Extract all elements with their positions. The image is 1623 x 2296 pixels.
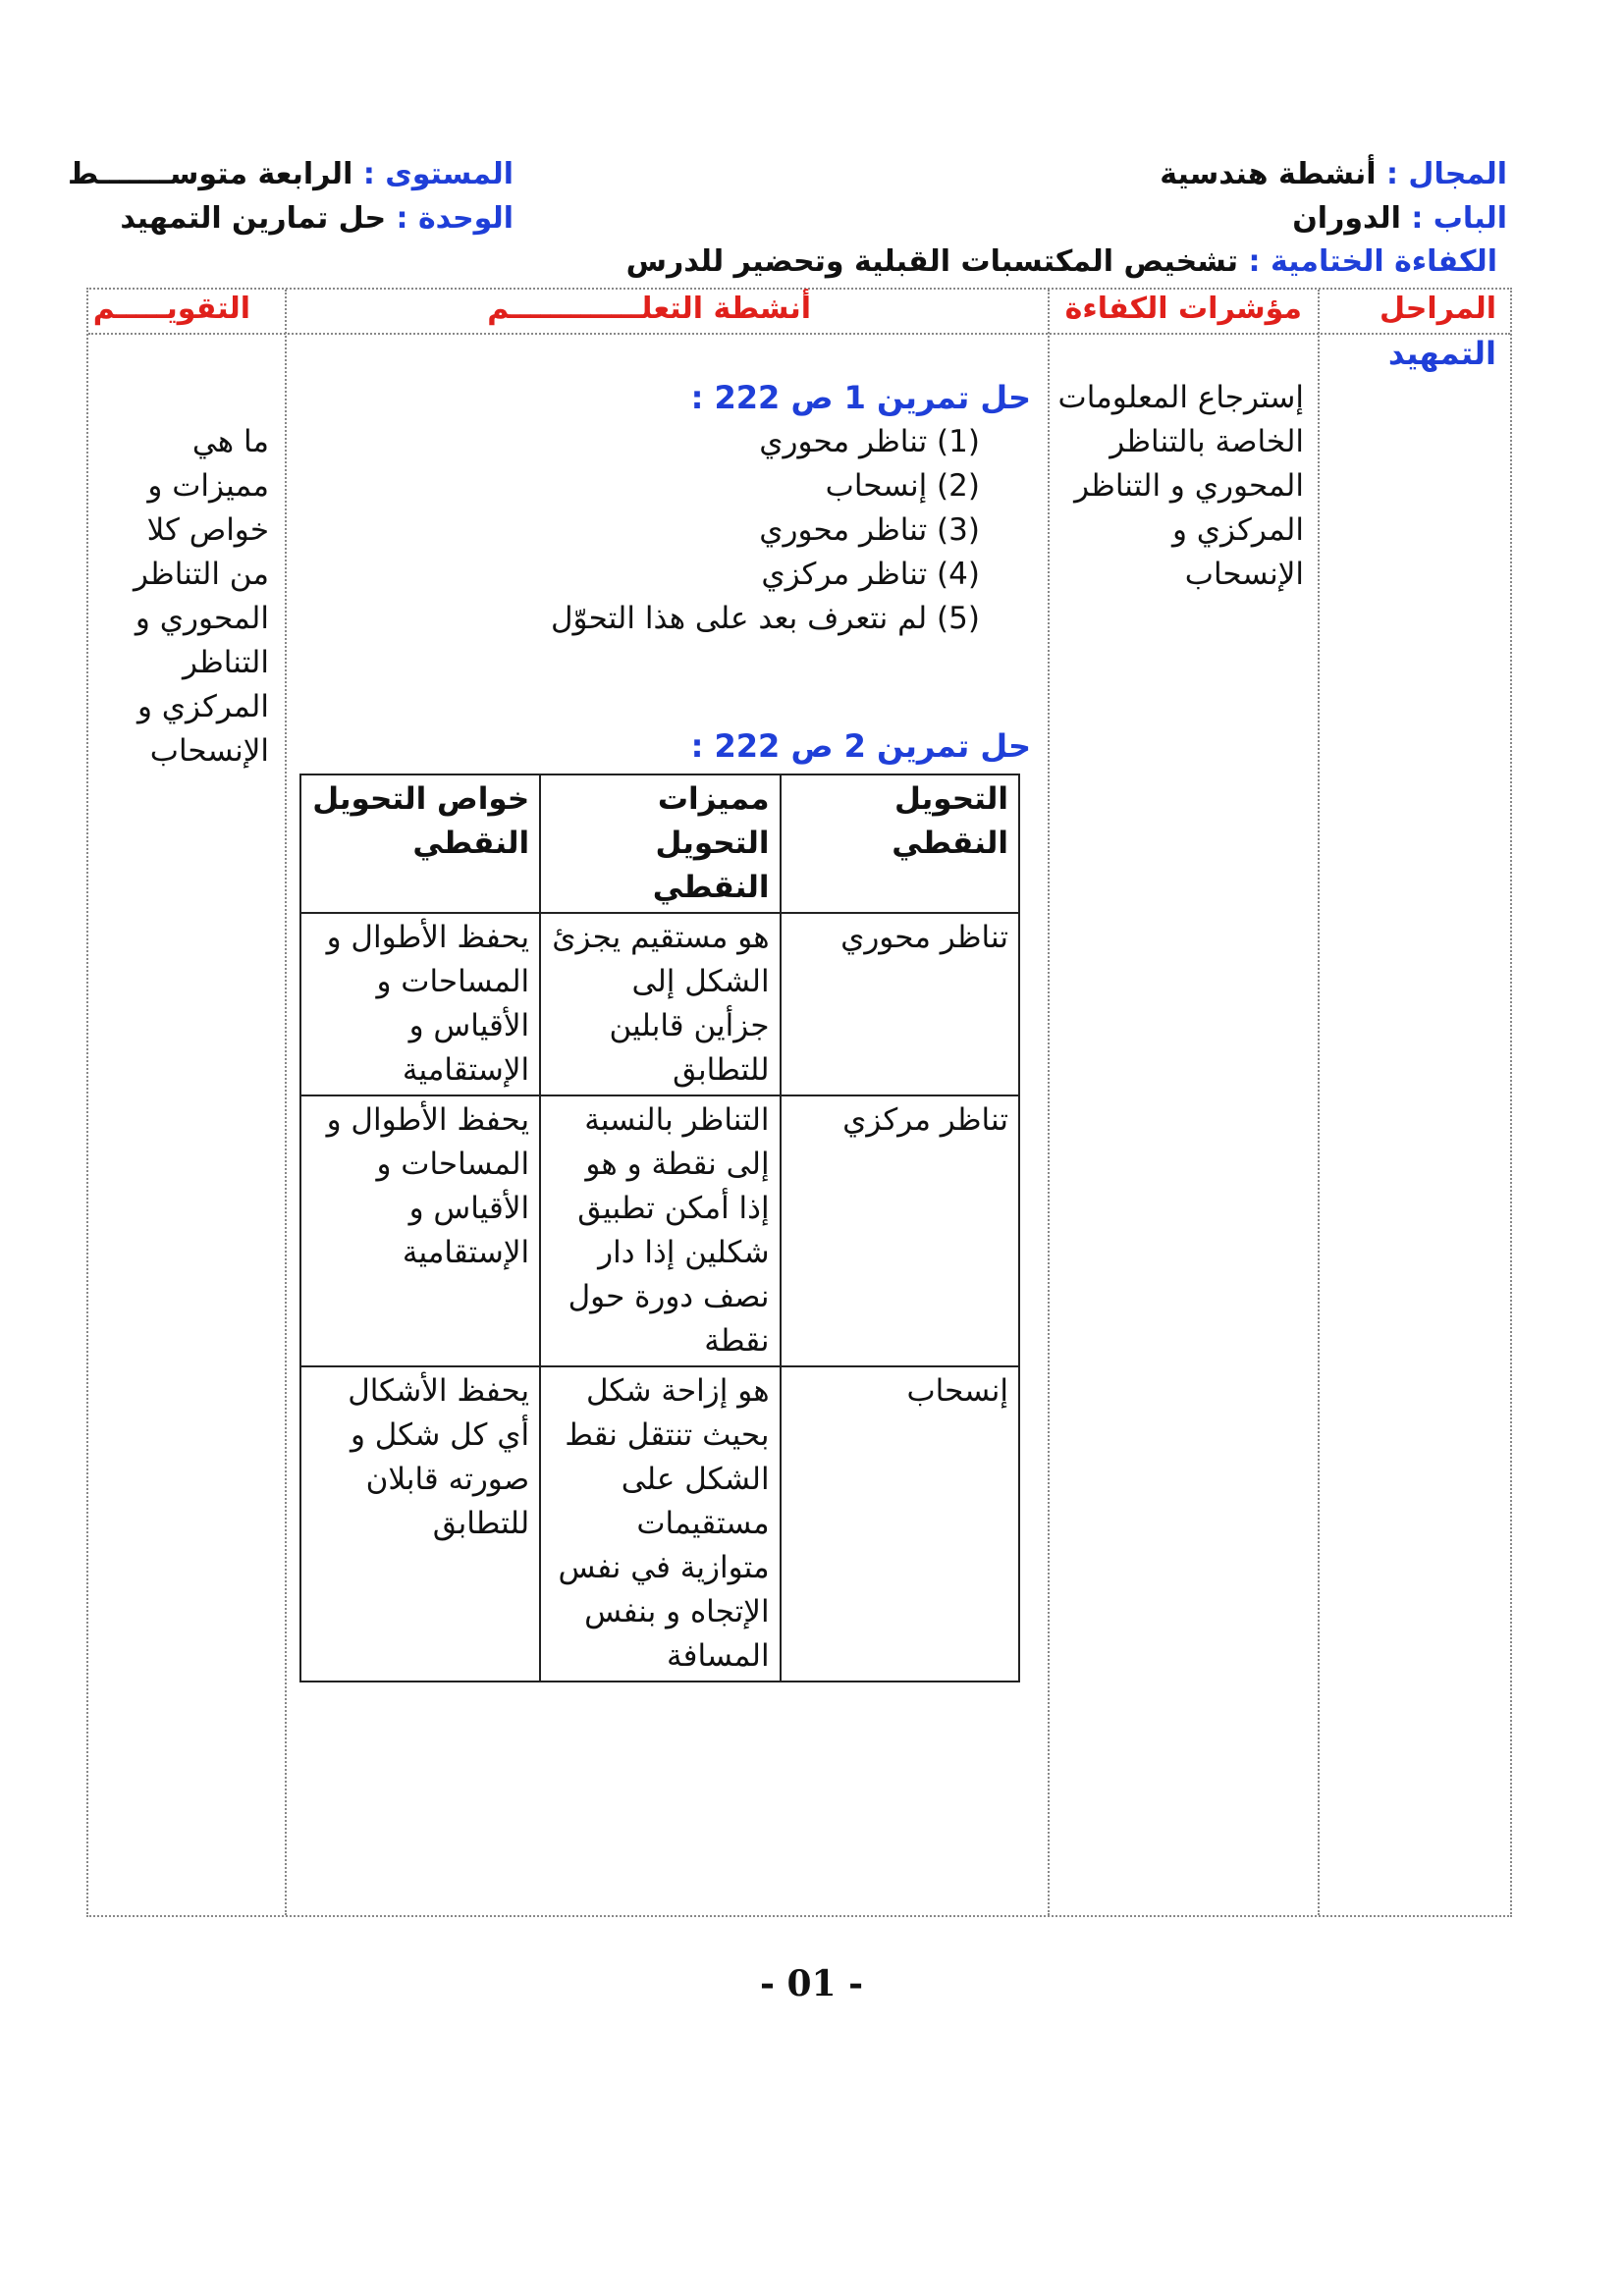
indicator-text (1049, 376, 1304, 597)
exercise-1-item: (5) لم نتعرف بعد على هذا التحوّل (551, 601, 980, 636)
column-divider (285, 290, 287, 1915)
indicator-line: الإنسحاب (1184, 557, 1304, 592)
level-value: الرابعة متوســـــــط (67, 157, 353, 191)
column-header-stages: المراحل (1379, 292, 1496, 326)
chapter-label: الباب : (1411, 201, 1507, 236)
indicator-line: الخاصة بالتناظر (1109, 424, 1304, 459)
table-cell: إنسحاب (781, 1366, 1019, 1682)
indicator-line: المركزي و (1171, 512, 1304, 548)
evaluation-line: خواص كلا (146, 512, 269, 548)
chapter-value: الدوران (1292, 201, 1401, 236)
table-cell: يحفظ الأطوال و المساحات و الأقياس و الإستقامية (300, 1095, 540, 1366)
competency-line (626, 244, 1497, 279)
stage-label: التمهيد (1387, 335, 1496, 372)
table-cell: تناظر مركزي (781, 1095, 1019, 1366)
evaluation-line: مميزات و (147, 468, 269, 504)
unit-label: الوحدة : (396, 201, 514, 236)
header-divider (88, 333, 1510, 335)
exercise-1-title: حل تمرين 1 ص 222 : (690, 379, 1031, 416)
evaluation-line: المحوري و (135, 601, 269, 636)
evaluation-line: ما هي (191, 424, 269, 459)
exercise-1 (442, 376, 1031, 641)
table-cell: تناظر محوري (781, 913, 1019, 1095)
exercise-1-item: (2) إنسحاب (825, 468, 980, 504)
domain-line (1160, 157, 1507, 191)
table-row (300, 913, 1019, 1095)
chapter-line (1292, 201, 1507, 236)
column-divider (1318, 290, 1320, 1915)
indicator-line: إسترجاع المعلومات (1057, 380, 1304, 415)
level-label: المستوى : (362, 157, 514, 191)
table-header-cell: مميزات التحويل النقطي (540, 774, 780, 913)
exercise-1-item: (3) تناظر محوري (759, 512, 980, 548)
exercise-1-item: (4) تناظر مركزي (761, 557, 980, 592)
table-cell: هو مستقيم يجزئ الشكل إلى جزأين قابلين للتطابق (540, 913, 780, 1095)
domain-value: أنشطة هندسية (1160, 157, 1377, 191)
evaluation-line: المركزي و (136, 689, 269, 724)
table-row (300, 1366, 1019, 1682)
indicator-line: المحوري و التناظر (1074, 468, 1304, 504)
transformations-table (299, 774, 1020, 1682)
evaluation-line: من التناظر (133, 557, 269, 592)
table-header-cell: خواص التحويل النقطي (300, 774, 540, 913)
level-line (68, 157, 514, 191)
table-cell: هو إزاحة شكل بحيث تنتقل نقط الشكل على مستقيمات متوازية في نفس الإتجاه و بنفس المسافة (540, 1366, 780, 1682)
exercise-1-item: (1) تناظر محوري (759, 424, 980, 459)
page-number: - 01 - (759, 1963, 864, 2004)
unit-line (120, 201, 514, 236)
evaluation-line: التناظر (183, 645, 269, 680)
column-header-indicators: مؤشرات الكفاءة (1064, 292, 1302, 326)
table-row (300, 1095, 1019, 1366)
table-header-row (300, 774, 1019, 913)
evaluation-line: الإنسحاب (149, 733, 269, 769)
competency-label: الكفاءة الختامية : (1248, 244, 1497, 279)
exercise-2-title: حل تمرين 2 ص 222 : (690, 727, 1031, 765)
column-header-evaluation: التقويـــــم (92, 292, 250, 326)
table-cell: يحفظ الأشكال أي كل شكل و صورته قابلان للتطابق (300, 1366, 540, 1682)
table-header-cell: التحويل النقطي (781, 774, 1019, 913)
column-header-activities: أنشطة التعلـــــــــــــم (487, 292, 811, 326)
evaluation-text (102, 420, 269, 774)
table-cell: يحفظ الأطوال و المساحات و الأقياس و الإستقامية (300, 913, 540, 1095)
unit-value: حل تمارين التمهيد (120, 201, 387, 236)
domain-label: المجال : (1385, 157, 1507, 191)
competency-value: تشخيص المكتسبات القبلية وتحضير للدرس (625, 244, 1239, 279)
table-cell: التناظر بالنسبة إلى نقطة و هو إذا أمكن تطبيق شكلين إذا دار نصف دورة حول نقطة (540, 1095, 780, 1366)
